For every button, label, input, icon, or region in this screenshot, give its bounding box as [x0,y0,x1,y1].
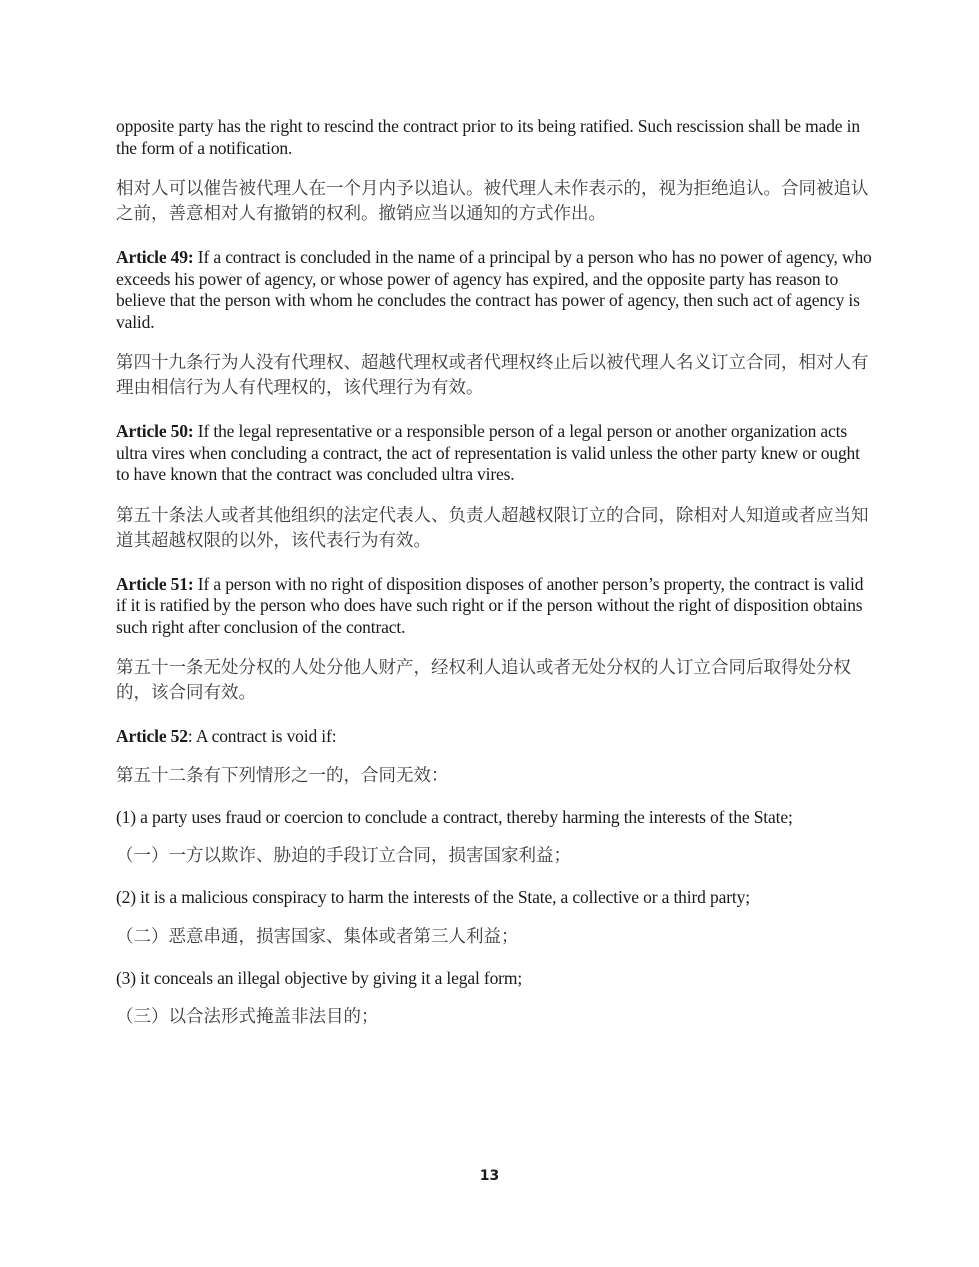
paragraph-continuation-en: opposite party has the right to rescind the contract prior to its being ratified. Such rescission shall be made in the form of a notification. [116,116,860,158]
article-51-zh: 第五十一条无处分权的人处分他人财产，经权利人追认或者无处分权的人订立合同后取得处分权的，该合同有效。 [116,658,851,703]
page-number: 13 [479,1168,500,1184]
article-51-label: Article 51: [116,573,194,594]
article-51-text: If a person with no right of disposition disposes of another person’s property, the contract is valid if it is ratified by the person who does have such right or if the person without the right of disposition obtains such right after conclusion of the contract. [116,573,864,637]
list-item-1-zh: （一）一方以欺诈、胁迫的手段订立合同，损害国家利益； [116,846,571,866]
article-50-en [116,421,876,486]
article-50-label: Article 50: [116,421,194,441]
article-49-label: Article 49: [116,247,194,267]
paragraph-continuation-zh: 相对人可以催告被代理人在一个月内予以追认。被代理人未作表示的，视为拒绝追认。合同被追认之前，善意相对人有撤销的权利。撤销应当以通知的方式作出。 [116,179,869,224]
article-49-zh: 第四十九条行为人没有代理权、超越代理权或者代理权终止后以被代理人名义订立合同，相对人有理由相信行为人有代理权的，该代理行为有效。 [116,353,869,398]
article-52-label: Article 52 [116,726,188,746]
list-item-2-en: (2) it is a malicious conspiracy to harm the interests of the State, a collective or a third party; [116,887,750,907]
document-page [116,116,876,1030]
article-52-en [116,726,876,748]
list-item-1-en: (1) a party uses fraud or coercion to conclude a contract, thereby harming the interests of the State; [116,806,793,827]
article-49-en [116,247,876,333]
list-item-3-en: (3) it conceals an illegal objective by giving it a legal form; [116,967,523,988]
article-52-zh: 第五十二条有下列情形之一的，合同无效： [116,765,449,786]
list-item-2-zh: （二）恶意串通，损害国家、集体或者第三人利益； [116,926,519,947]
article-50-text: If the legal representative or a responsible person of a legal person or another organization acts ultra vires when concluding a contract, the act of representation is valid unless the other party knew or ought to have known that the contract was concluded ultra vires. [116,421,860,484]
list-item-3-zh: （三）以合法形式掩盖非法目的； [116,1007,379,1027]
article-52-text: : A contract is void if: [187,726,337,746]
article-51-en [116,574,876,639]
article-49-text: If a contract is concluded in the name of a principal by a person who has no power of agency, who exceeds his power of agency, or whose power of agency has expired, and the opposite party has reason to believe that the person with whom he concludes the contract has power of agency, then such act of agency is valid. [116,247,872,332]
article-50-zh: 第五十条法人或者其他组织的法定代表人、负责人超越权限订立的合同，除相对人知道或者应当知道其超越权限的以外，该代表行为有效。 [116,505,869,551]
